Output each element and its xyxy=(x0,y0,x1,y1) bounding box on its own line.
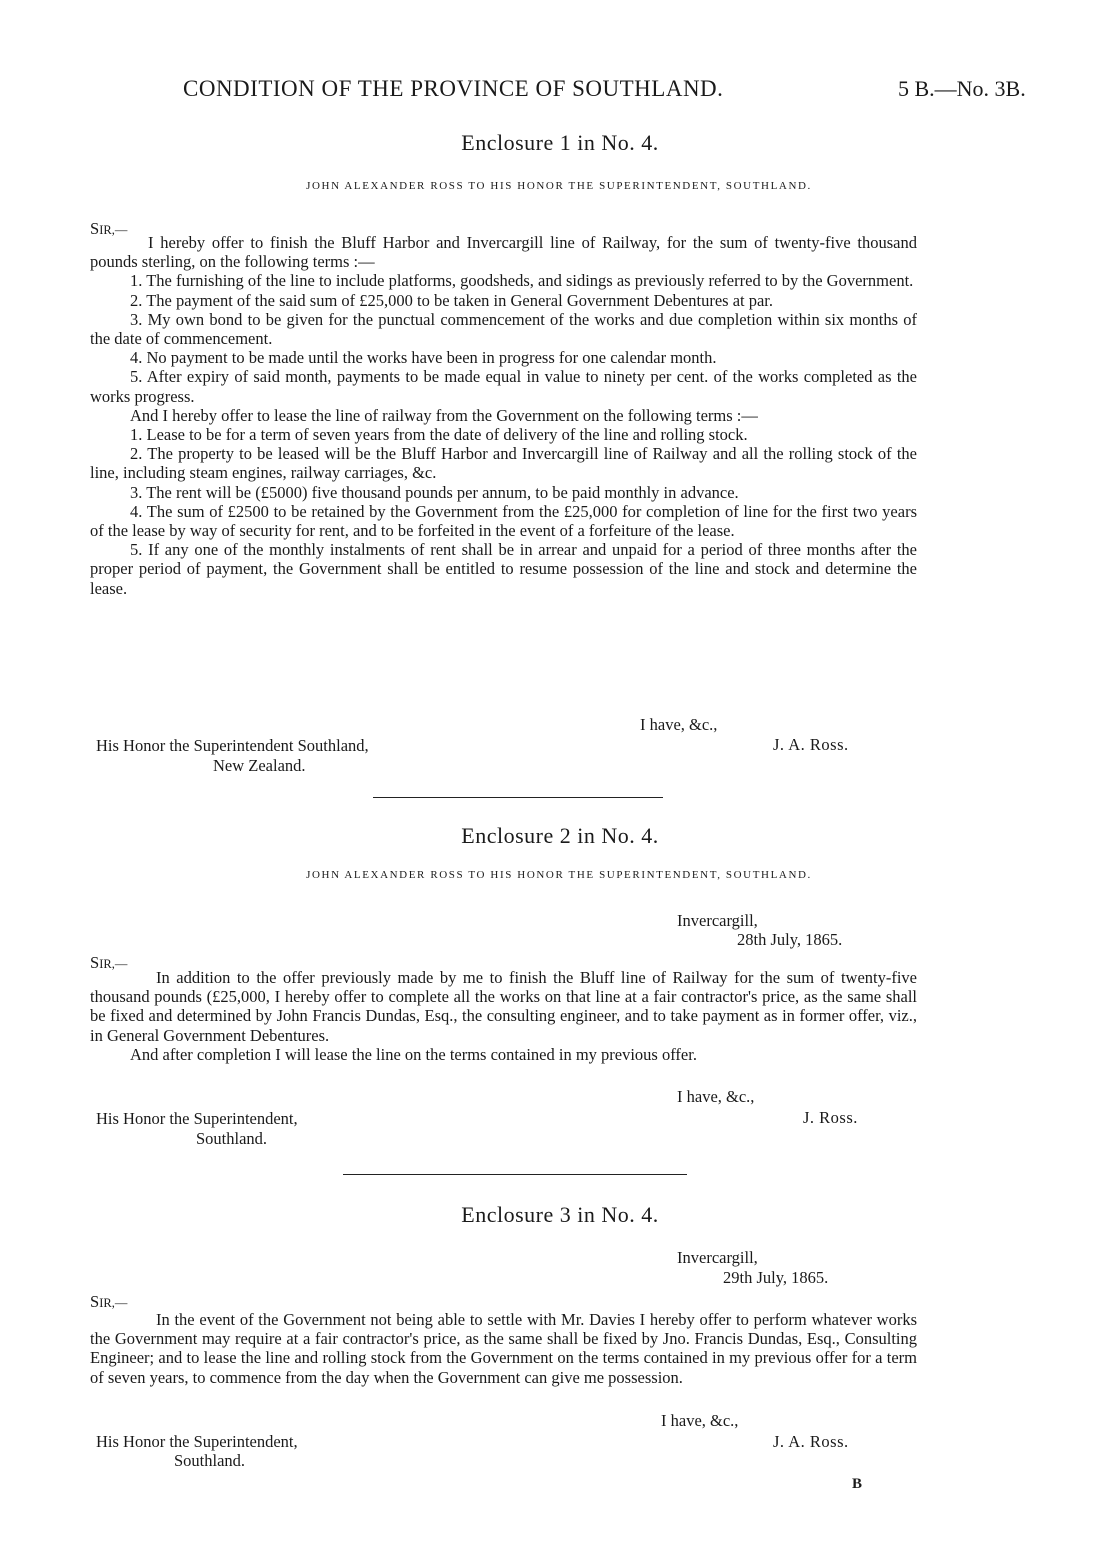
enclosure-3-closing: I have, &c., xyxy=(661,1411,739,1430)
paragraph: 4. No payment to be made until the works have been in progress for one calendar month. xyxy=(130,348,717,368)
enclosure-2-addressee: His Honor the Superintendent, xyxy=(96,1109,298,1128)
enclosure-3-date: 29th July, 1865. xyxy=(723,1268,829,1287)
enclosure-2-heading: Enclosure 2 in No. 4. xyxy=(461,823,659,848)
paragraph: And after completion I will lease the line on the terms contained in my previous offer. xyxy=(130,1044,697,1064)
salutation-initial: S xyxy=(90,953,100,972)
enclosure-3-salutation xyxy=(90,1292,127,1312)
paragraph: And I hereby offer to lease the line of railway from the Government on the following terms :— xyxy=(130,405,758,425)
signature-mark: B xyxy=(852,1476,863,1492)
enclosure-1-body xyxy=(90,233,917,598)
enclosure-1-addressee-line2: New Zealand. xyxy=(213,756,306,775)
enclosure-1-signature: J. A. Ross. xyxy=(773,735,849,754)
enclosure-2-body xyxy=(90,968,917,1064)
section-divider xyxy=(373,797,663,798)
paragraph: 4. The sum of £2500 to be retained by the Government from the £25,000 for completion of line for the first two years of the lease by way of security for rent, and to be forfeited in the event of a forfeiture of the lease. xyxy=(90,501,917,541)
enclosure-2-subheading: JOHN ALEXANDER ROSS TO HIS HONOR THE SUPERINTENDENT, SOUTHLAND. xyxy=(306,869,812,881)
paragraph: 3. The rent will be (£5000) five thousand pounds per annum, to be paid monthly in advance. xyxy=(130,482,739,502)
paragraph: In the event of the Government not being able to settle with Mr. Davies I hereby offer to perform whatever works the Government may require at a fair contractor's price, as the same shall be fixed by Jno. Francis Dundas, Esq., Consulting Engineer; and to lease the line and rolling stock from the Government on the terms contained in my previous offer for a term of seven years, to commence from the day when the Government can give me possession. xyxy=(90,1310,917,1387)
salutation-rest: IR,— xyxy=(99,223,128,237)
salutation-rest: IR,— xyxy=(99,957,128,971)
page-reference: 5 B.—No. 3B. xyxy=(898,76,1026,101)
enclosure-3-addressee: His Honor the Superintendent, xyxy=(96,1432,298,1451)
enclosure-1-closing: I have, &c., xyxy=(640,715,718,734)
paragraph: 5. After expiry of said month, payments to be made equal in value to ninety per cent. of the works completed as the works progress. xyxy=(90,367,917,406)
enclosure-1-subheading: JOHN ALEXANDER ROSS TO HIS HONOR THE SUPERINTENDENT, SOUTHLAND. xyxy=(306,180,812,192)
paragraph: 1. Lease to be for a term of seven years from the date of delivery of the line and rolling stock. xyxy=(130,425,748,445)
enclosure-2-closing: I have, &c., xyxy=(677,1087,755,1106)
enclosure-3-body xyxy=(90,1310,917,1387)
enclosure-3-heading: Enclosure 3 in No. 4. xyxy=(461,1202,659,1227)
paragraph: 2. The property to be leased will be the Bluff Harbor and Invercargill line of Railway and all the rolling stock of the line, including steam engines, railway carriages, &c. xyxy=(90,444,917,483)
enclosure-1-heading: Enclosure 1 in No. 4. xyxy=(461,130,659,155)
enclosure-3-signature: J. A. Ross. xyxy=(773,1432,849,1451)
salutation-initial: S xyxy=(90,219,100,238)
enclosure-1-addressee: His Honor the Superintendent Southland, xyxy=(96,736,369,755)
paragraph: 1. The furnishing of the line to include platforms, goodsheds, and sidings as previously referred to by the Government. xyxy=(130,271,914,291)
enclosure-2-signature: J. Ross. xyxy=(803,1108,858,1127)
running-head xyxy=(0,76,1114,106)
enclosure-2-date: 28th July, 1865. xyxy=(737,930,843,949)
salutation-initial: S xyxy=(90,1292,100,1311)
paragraph: I hereby offer to finish the Bluff Harbor and Invercargill line of Railway, for the sum of twenty-five thousand pounds sterling, on the following terms :— xyxy=(90,233,917,272)
enclosure-3-place: Invercargill, xyxy=(677,1248,758,1267)
enclosure-3-addressee-line2: Southland. xyxy=(174,1451,246,1470)
enclosure-2-addressee-line2: Southland. xyxy=(196,1129,268,1148)
salutation-rest: IR,— xyxy=(99,1296,128,1310)
section-divider xyxy=(343,1174,687,1175)
page-title: CONDITION OF THE PROVINCE OF SOUTHLAND. xyxy=(183,76,724,101)
paragraph: 3. My own bond to be given for the punctual commencement of the works and due completion within six months of the date of commencement. xyxy=(90,309,917,349)
enclosure-2-place: Invercargill, xyxy=(677,911,758,930)
paragraph: In addition to the offer previously made by me to finish the Bluff line of Railway for the sum of twenty-five thousand pounds (£25,000, I hereby offer to complete all the works on that line at a fair contractor's price, as the same shall be fixed and determined by John Francis Dundas, Esq., the consulting engineer, and to take payment as in former offer, viz., in General Government Debentures. xyxy=(90,968,917,1045)
paragraph: 2. The payment of the said sum of £25,000 to be taken in General Government Debentures at par. xyxy=(130,290,774,310)
paragraph: 5. If any one of the monthly instalments of rent shall be in arrear and unpaid for a period of three months after the proper period of payment, the Government shall be entitled to resume possession of the line and stock and determine the lease. xyxy=(90,540,917,598)
